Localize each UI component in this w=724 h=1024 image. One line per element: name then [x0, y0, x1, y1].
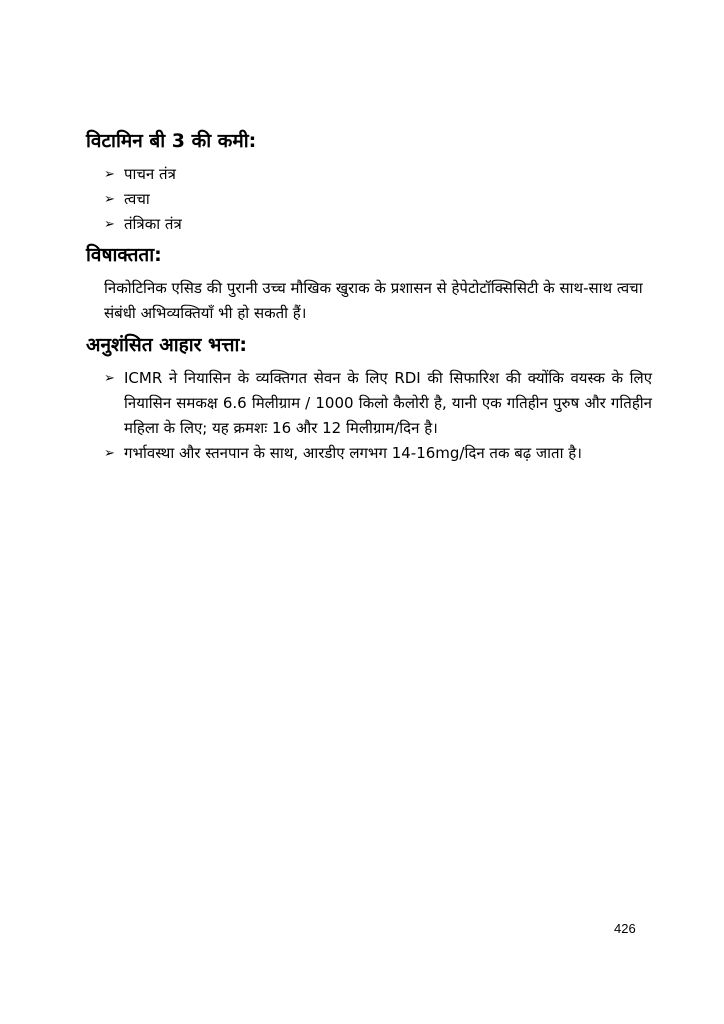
arrow-bullet-icon: ➢	[104, 446, 115, 461]
list-item	[104, 441, 652, 466]
list-item	[104, 366, 652, 441]
list-item-text: गर्भावस्था और स्तनपान के साथ, आरडीए लगभग 14-16mg/दिन तक बढ़ जाता है।	[124, 444, 582, 462]
list-item-text: त्वचा	[124, 190, 150, 208]
heading-niacin-deficiency: विटामिन बी 3 की कमी:	[86, 130, 257, 152]
page-number: 426	[614, 921, 636, 936]
heading-toxicity: विषाक्तता:	[86, 244, 162, 266]
arrow-bullet-icon: ➢	[104, 217, 115, 232]
list-item	[104, 187, 182, 212]
list-item-text: तंत्रिका तंत्र	[124, 215, 182, 233]
list-item-text: पाचन तंत्र	[124, 165, 176, 183]
arrow-bullet-icon: ➢	[104, 167, 115, 182]
toxicity-paragraph: निकोटिनिक एसिड की पुरानी उच्च मौखिक खुराक के प्रशासन से हेपेटोटॉक्सिसिटी के साथ-साथ त्वचा संबंधी अभिव्यक्तियाँ भी हो सकती हैं।	[104, 279, 643, 322]
list-item	[104, 162, 182, 187]
list-item-text: ICMR ने नियासिन के व्यक्तिगत सेवन के लिए RDI की सिफारिश की क्योंकि वयस्क के लिए नियासिन समकक्ष 6.6 मिलीग्राम / 1000 किलो कैलोरी है, यानी एक गतिहीन पुरुष और गतिहीन महिला के लिए; यह क्रमशः 16 और 12 मिलीग्राम/दिन है।	[124, 369, 652, 437]
arrow-bullet-icon: ➢	[104, 192, 115, 207]
deficiency-list	[104, 162, 182, 237]
allowance-list	[104, 366, 652, 466]
heading-recommended-allowance: अनुशंसित आहार भत्ता:	[86, 334, 248, 356]
arrow-bullet-icon: ➢	[104, 371, 115, 386]
list-item	[104, 212, 182, 237]
